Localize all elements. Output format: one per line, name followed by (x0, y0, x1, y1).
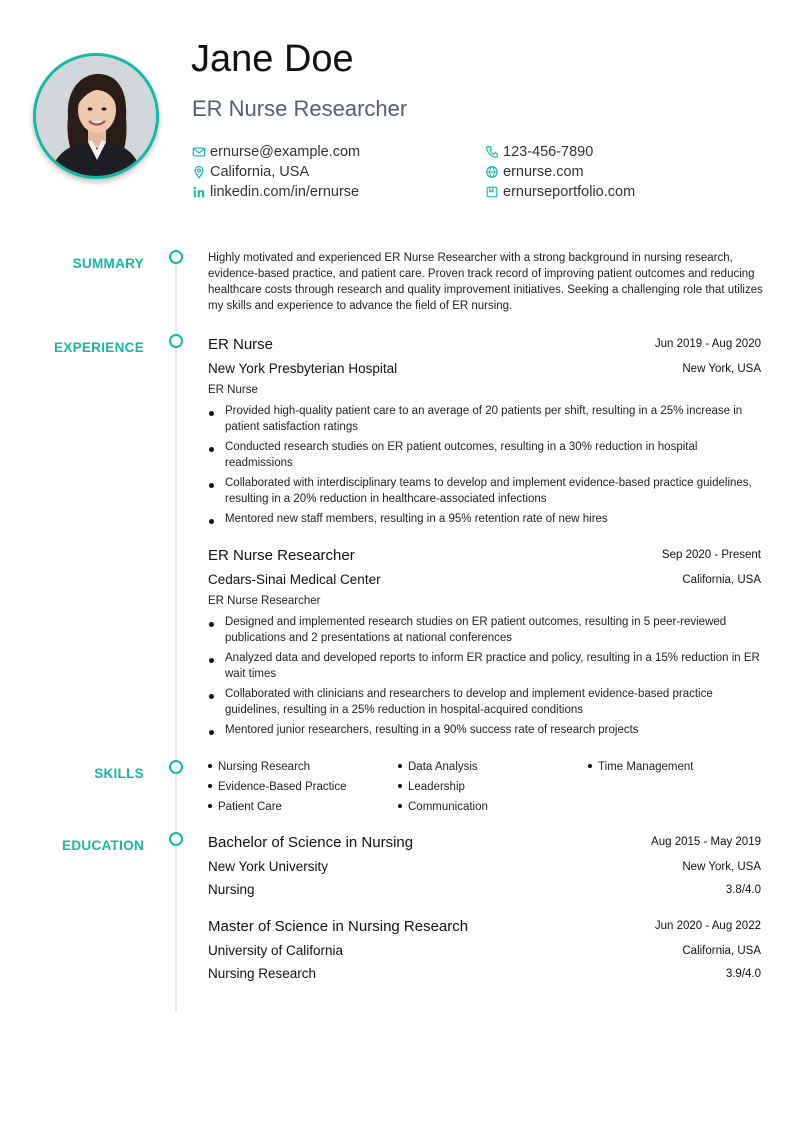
globe-icon (485, 165, 499, 179)
contact-phone[interactable] (485, 142, 593, 162)
job-subtitle: ER Nurse (208, 384, 258, 396)
skill-item: Time Management (588, 761, 693, 773)
section-title-experience: EXPERIENCE (53, 340, 144, 355)
skill-item: Data Analysis (398, 761, 478, 773)
education-gpa: 3.9/4.0 (725, 968, 761, 980)
candidate-role: ER Nurse Researcher (192, 96, 408, 121)
timeline-dot-education (169, 832, 183, 846)
location-pin-icon (192, 165, 206, 179)
avatar (33, 53, 159, 179)
education-school: University of California (208, 943, 344, 958)
job-company: New York Presbyterian Hospital (208, 361, 398, 376)
contact-website[interactable] (485, 162, 584, 182)
skill-item: Nursing Research (208, 761, 310, 773)
portfolio-icon (485, 185, 499, 199)
list-item: Provided high-quality patient care to an average of 20 patients per shift, resulting in a 25% increase in patient satisfaction ratings (208, 403, 763, 435)
portfolio-text[interactable]: ernurseportfolio.com (503, 184, 636, 200)
phone-text[interactable]: 123-456-7890 (503, 144, 594, 160)
skill-item: Evidence-Based Practice (208, 781, 346, 793)
section-title-summary: SUMMARY (72, 256, 144, 271)
list-item: Mentored new staff members, resulting in a 95% retention rate of new hires (208, 511, 763, 527)
job-subtitle: ER Nurse Researcher (208, 595, 321, 607)
timeline-dot-experience (169, 334, 183, 348)
list-item: Conducted research studies on ER patient outcomes, resulting in a 30% reduction in hospital readmissions (208, 439, 763, 471)
profile-photo (36, 56, 156, 176)
education-location: California, USA (682, 945, 761, 957)
job-bullets (208, 614, 763, 742)
education-field: Nursing Research (208, 966, 317, 981)
mail-icon (192, 145, 206, 159)
linkedin-text[interactable]: linkedin.com/in/ernurse (210, 184, 360, 200)
website-text[interactable]: ernurse.com (503, 164, 584, 180)
contact-location (192, 162, 309, 182)
section-title-skills: SKILLS (94, 766, 144, 781)
education-location: New York, USA (682, 861, 761, 873)
summary-text: Highly motivated and experienced ER Nurse Researcher with a strong background in nursing research, evidence-based practice, and patient care. Proven track record of improving patient outcomes and reducing healthcare costs through research and quality improvement initiatives. Seeking a challenging role that utilizes my skills and experience to advance the field of ER nursing. (208, 252, 763, 312)
job-dates: Sep 2020 - Present (661, 549, 761, 561)
skill-item: Patient Care (208, 801, 282, 813)
education-degree: Bachelor of Science in Nursing (208, 834, 414, 851)
email-text[interactable]: ernurse@example.com (210, 144, 361, 160)
list-item: Collaborated with interdisciplinary teams to develop and implement evidence-based practice guidelines, resulting in a 20% reduction in healthcare-associated infections (208, 475, 763, 507)
contact-portfolio[interactable] (485, 182, 635, 202)
job-dates: Jun 2019 - Aug 2020 (654, 338, 761, 350)
contact-email[interactable] (192, 142, 360, 162)
contact-linkedin[interactable] (192, 182, 359, 202)
phone-icon (485, 145, 499, 159)
location-text: California, USA (210, 164, 310, 180)
education-field: Nursing (208, 882, 255, 897)
job-location: New York, USA (682, 363, 761, 375)
job-company: Cedars-Sinai Medical Center (208, 572, 381, 587)
list-item: Mentored junior researchers, resulting in a 90% success rate of research projects (208, 722, 763, 738)
timeline-dot-summary (169, 250, 183, 264)
job-title: ER Nurse Researcher (208, 547, 355, 564)
linkedin-icon (192, 185, 206, 199)
timeline-line (175, 262, 177, 1012)
timeline-dot-skills (169, 760, 183, 774)
list-item: Analyzed data and developed reports to inform ER practice and policy, resulting in a 15% reduction in ER wait times (208, 650, 763, 682)
list-item: Designed and implemented research studies on ER patient outcomes, resulting in 5 peer-reviewed publications and 2 presentations at national conferences (208, 614, 763, 646)
job-bullets (208, 403, 763, 531)
skill-item: Communication (398, 801, 488, 813)
education-dates: Aug 2015 - May 2019 (651, 836, 761, 848)
education-degree: Master of Science in Nursing Research (208, 918, 469, 935)
education-school: New York University (208, 859, 329, 874)
skill-item: Leadership (398, 781, 465, 793)
job-title: ER Nurse (208, 336, 274, 353)
education-gpa: 3.8/4.0 (725, 884, 761, 896)
job-location: California, USA (682, 574, 761, 586)
section-title-education: EDUCATION (62, 838, 144, 853)
list-item: Collaborated with clinicians and researchers to develop and implement evidence-based practice guidelines, resulting in a 25% reduction in hospital-acquired conditions (208, 686, 763, 718)
candidate-name: Jane Doe (191, 38, 354, 80)
education-dates: Jun 2020 - Aug 2022 (654, 920, 761, 932)
